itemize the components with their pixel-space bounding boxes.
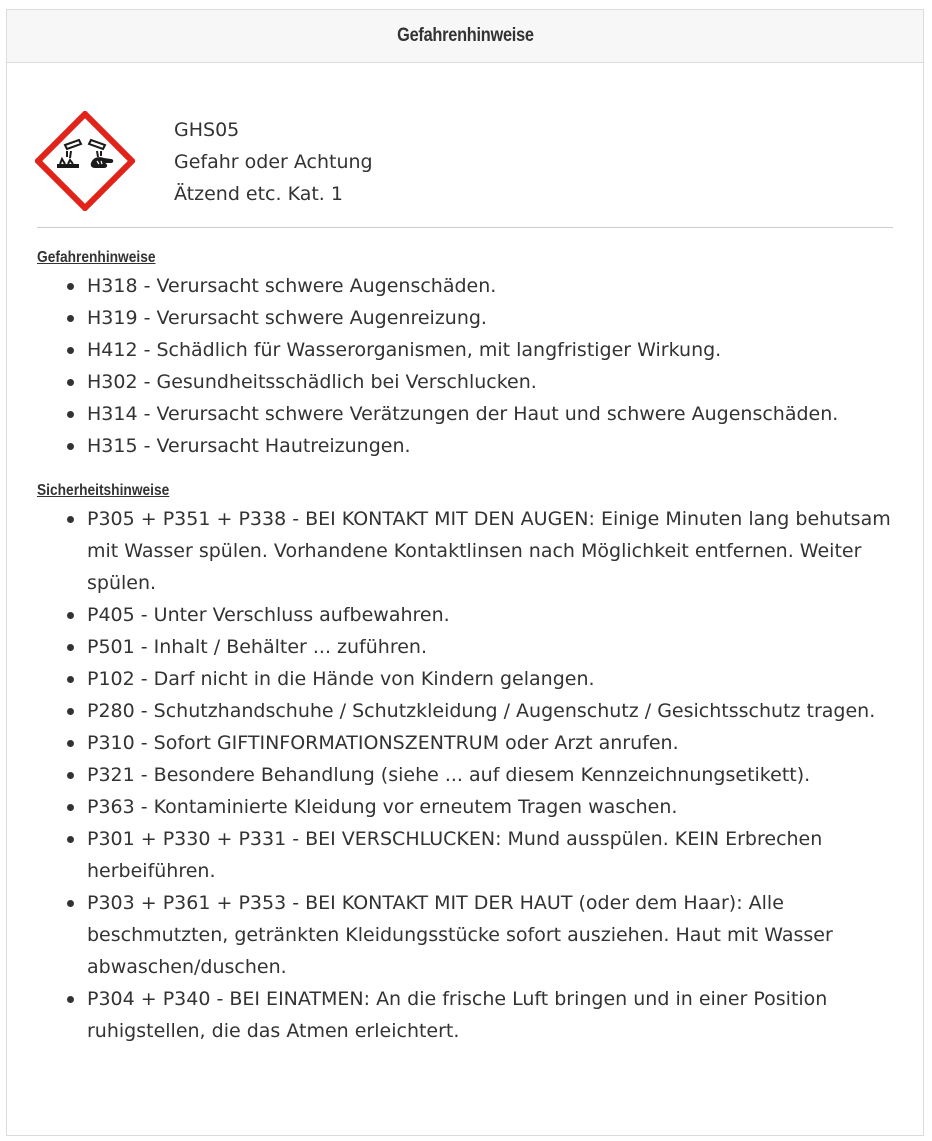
precautionary-statement-item: P301 + P330 + P331 - BEI VERSCHLUCKEN: Mund ausspülen. KEIN Erbrechen herbeiführen. [87, 823, 909, 887]
precautionary-statement-item: P304 + P340 - BEI EINATMEN: An die frische Luft bringen und in einer Position ruhigstellen, die das Atmen erleichtert. [87, 983, 909, 1047]
hazard-statement-item: H319 - Verursacht schwere Augenreizung. [87, 302, 909, 334]
precautionary-statement-item: P363 - Kontaminierte Kleidung vor erneutem Tragen waschen. [87, 791, 909, 823]
hazard-statements-section [37, 247, 909, 462]
precautionary-statement-item: P321 - Besondere Behandlung (siehe ... auf diesem Kennzeichnungsetikett). [87, 759, 909, 791]
ghs-category: Ätzend etc. Kat. 1 [174, 183, 343, 205]
divider [37, 227, 893, 228]
precautionary-statement-item: P501 - Inhalt / Behälter ... zuführen. [87, 631, 909, 663]
precautionary-statement-item: P303 + P361 + P353 - BEI KONTAKT MIT DER HAUT (oder dem Haar): Alle beschmutzten, getränkten Kleidungsstücke sofort ausziehen. Haut mit Wasser abwaschen/duschen. [87, 887, 909, 983]
panel-title: Gefahrenhinweise [396, 25, 534, 46]
hazard-statement-item: H302 - Gesundheitsschädlich bei Verschlucken. [87, 366, 909, 398]
precautionary-statement-item: P280 - Schutzhandschuhe / Schutzkleidung / Augenschutz / Gesichtsschutz tragen. [87, 695, 909, 727]
hazard-statement-item: H315 - Verursacht Hautreizungen. [87, 430, 909, 462]
statements-content [37, 247, 909, 1047]
hazard-statement-item: H318 - Verursacht schwere Augenschäden. [87, 270, 909, 302]
precautionary-statement-item: P305 + P351 + P338 - BEI KONTAKT MIT DEN AUGEN: Einige Minuten lang behutsam mit Wasser spülen. Vorhandene Kontaktlinsen nach Möglichkeit entfernen. Weiter spülen. [87, 503, 909, 599]
hazard-statements-list [37, 270, 909, 462]
ghs-info [174, 114, 373, 210]
hazard-statement-item: H314 - Verursacht schwere Verätzungen der Haut und schwere Augenschäden. [87, 398, 909, 430]
precautionary-statements-list [37, 503, 909, 1047]
ghs-section [7, 63, 923, 227]
hazard-statements-title: Gefahrenhinweise [37, 249, 156, 266]
ghs-signal-word: Gefahr oder Achtung [174, 151, 373, 173]
precautionary-statement-item: P310 - Sofort GIFTINFORMATIONSZENTRUM oder Arzt anrufen. [87, 727, 909, 759]
hazard-panel [6, 9, 924, 1136]
hazard-statement-item: H412 - Schädlich für Wasserorganismen, mit langfristiger Wirkung. [87, 334, 909, 366]
ghs-code: GHS05 [174, 119, 240, 141]
precautionary-statements-section [37, 480, 909, 1047]
precautionary-statement-item: P102 - Darf nicht in die Hände von Kindern gelangen. [87, 663, 909, 695]
corrosion-icon [35, 111, 135, 211]
precautionary-statement-item: P405 - Unter Verschluss aufbewahren. [87, 599, 909, 631]
panel-header [7, 10, 923, 63]
precautionary-statements-title: Sicherheitshinweise [37, 482, 170, 499]
